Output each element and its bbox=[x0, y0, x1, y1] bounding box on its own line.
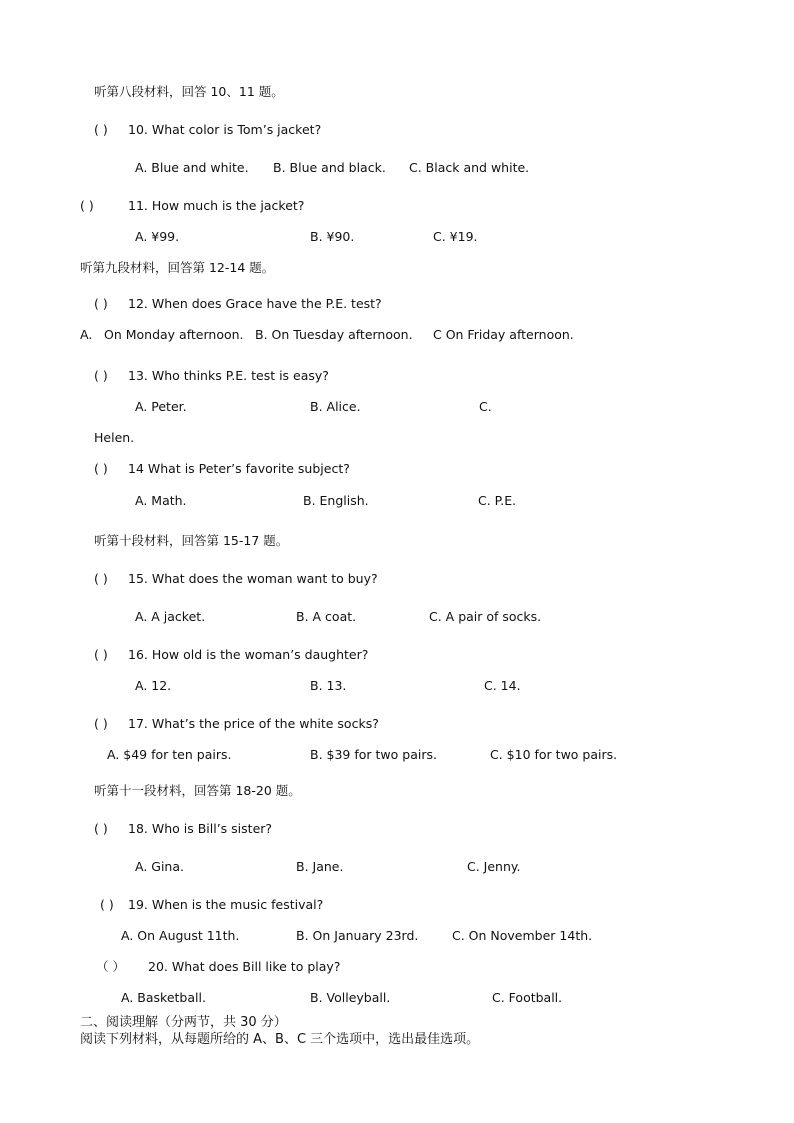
option-11-a: A. ¥99. bbox=[135, 229, 180, 244]
option-14-a: A. Math. bbox=[135, 493, 187, 508]
option-19-a: A. On August 11th. bbox=[121, 928, 240, 943]
question-10: 10. What color is Tom’s jacket? bbox=[128, 122, 322, 137]
question-12: 12. When does Grace have the P.E. test? bbox=[128, 296, 382, 311]
option-12-a-letter: A. bbox=[80, 327, 93, 342]
option-15-a: A. A jacket. bbox=[135, 609, 206, 624]
option-10-b: B. Blue and black. bbox=[273, 160, 386, 175]
option-13-b: B. Alice. bbox=[310, 399, 361, 414]
option-14-c: C. P.E. bbox=[478, 493, 517, 508]
option-12-a: On Monday afternoon. bbox=[104, 327, 244, 342]
answer-blank-14: ( ) bbox=[94, 461, 108, 476]
option-13-a: A. Peter. bbox=[135, 399, 187, 414]
question-11: 11. How much is the jacket? bbox=[128, 198, 305, 213]
option-13-c-continued: Helen. bbox=[94, 430, 135, 445]
option-11-b: B. ¥90. bbox=[310, 229, 355, 244]
answer-blank-15: ( ) bbox=[94, 571, 108, 586]
question-19: 19. When is the music festival? bbox=[128, 897, 324, 912]
part-two-instruction: 阅读下列材料，从每题所给的 A、B、C 三个选项中，选出最佳选项。 bbox=[80, 1032, 480, 1047]
option-16-a: A. 12. bbox=[135, 678, 172, 693]
option-12-c: C On Friday afternoon. bbox=[433, 327, 574, 342]
option-17-a: A. $49 for ten pairs. bbox=[107, 747, 232, 762]
answer-blank-10: ( ) bbox=[94, 122, 108, 137]
option-17-c: C. $10 for two pairs. bbox=[490, 747, 618, 762]
option-12-b: B. On Tuesday afternoon. bbox=[255, 327, 413, 342]
option-11-c: C. ¥19. bbox=[433, 229, 478, 244]
option-16-c: C. 14. bbox=[484, 678, 521, 693]
answer-blank-11: ( ) bbox=[80, 198, 94, 213]
option-10-c: C. Black and white. bbox=[409, 160, 530, 175]
section-heading-10: 听第十段材料，回答第 15-17 题。 bbox=[94, 533, 289, 548]
answer-blank-17: ( ) bbox=[94, 716, 108, 731]
question-17: 17. What’s the price of the white socks? bbox=[128, 716, 379, 731]
part-two-title: 二、阅读理解（分两节，共 30 分） bbox=[80, 1015, 287, 1030]
answer-blank-16: ( ) bbox=[94, 647, 108, 662]
section-heading-9: 听第九段材料，回答第 12-14 题。 bbox=[80, 260, 275, 275]
option-18-c: C. Jenny. bbox=[467, 859, 521, 874]
section-heading-8: 听第八段材料，回答 10、11 题。 bbox=[94, 84, 284, 99]
answer-blank-18: ( ) bbox=[94, 821, 108, 836]
option-18-a: A. Gina. bbox=[135, 859, 184, 874]
option-18-b: B. Jane. bbox=[296, 859, 344, 874]
question-13: 13. Who thinks P.E. test is easy? bbox=[128, 368, 329, 383]
question-20: 20. What does Bill like to play? bbox=[148, 959, 341, 974]
option-10-a: A. Blue and white. bbox=[135, 160, 249, 175]
option-20-b: B. Volleyball. bbox=[310, 990, 391, 1005]
option-15-c: C. A pair of socks. bbox=[429, 609, 542, 624]
option-13-c: C. bbox=[479, 399, 492, 414]
option-15-b: B. A coat. bbox=[296, 609, 357, 624]
question-14: 14 What is Peter’s favorite subject? bbox=[128, 461, 350, 476]
question-16: 16. How old is the woman’s daughter? bbox=[128, 647, 369, 662]
option-17-b: B. $39 for two pairs. bbox=[310, 747, 437, 762]
answer-blank-20: （ ） bbox=[96, 959, 125, 974]
section-heading-11: 听第十一段材料，回答第 18-20 题。 bbox=[94, 783, 301, 798]
question-15: 15. What does the woman want to buy? bbox=[128, 571, 378, 586]
question-18: 18. Who is Bill’s sister? bbox=[128, 821, 273, 836]
option-19-b: B. On January 23rd. bbox=[296, 928, 419, 943]
option-19-c: C. On November 14th. bbox=[452, 928, 593, 943]
answer-blank-13: ( ) bbox=[94, 368, 108, 383]
option-20-c: C. Football. bbox=[492, 990, 563, 1005]
answer-blank-19: ( ) bbox=[100, 897, 114, 912]
answer-blank-12: ( ) bbox=[94, 296, 108, 311]
option-14-b: B. English. bbox=[303, 493, 369, 508]
option-20-a: A. Basketball. bbox=[121, 990, 206, 1005]
option-16-b: B. 13. bbox=[310, 678, 347, 693]
